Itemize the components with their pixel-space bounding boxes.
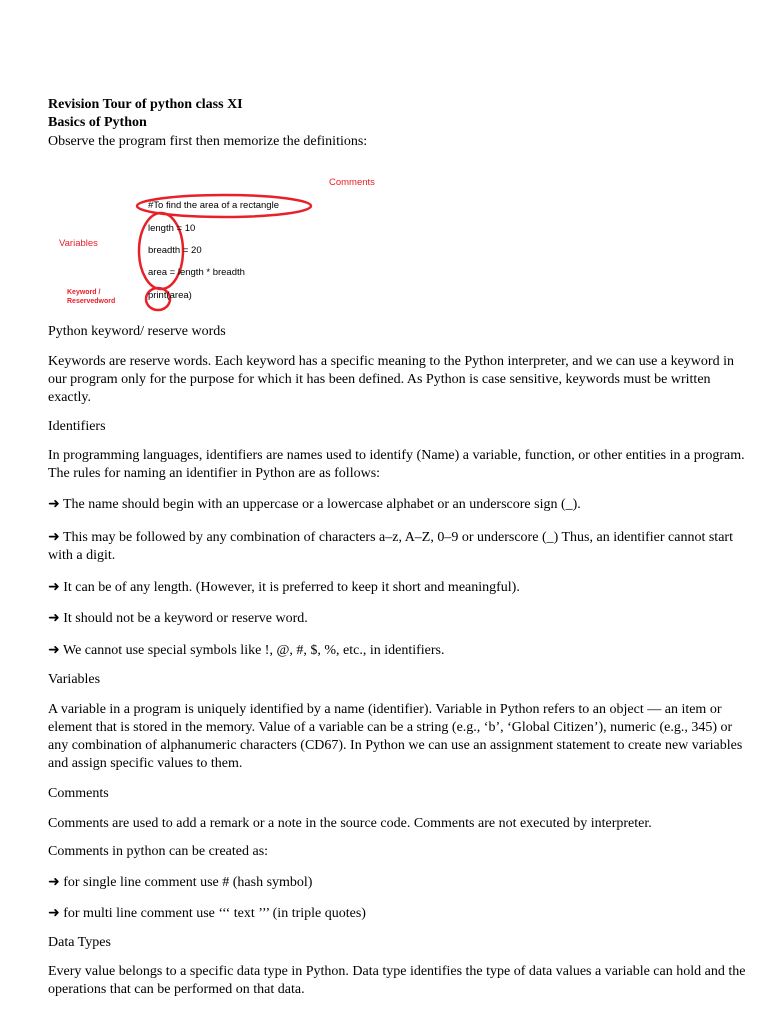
keyword-label-line1: Keyword / (67, 289, 101, 296)
identifiers-paragraph: In programming languages, identifiers are names used to identify (Name) a variable, function, or other entities in a program. The rules for naming an identifier in Python are as follows: (48, 448, 745, 481)
variables-paragraph: A variable in a program is uniquely identified by a name (identifier). Variable in Python refers to an object — an item or element that is stored in the memory. Value of a variable can be a string (e.g., ‘b’, ‘Global Citizen’), numeric (e.g., 345) or any combination of alphanumeric characters (CD67). In Python we can use an assignment statement to create new variables and assign specific values to them. (48, 702, 743, 771)
code-line-breadth: breadth = 20 (148, 245, 202, 256)
code-line-length: length = 10 (148, 223, 196, 234)
variables-label: Variables (59, 238, 98, 249)
comment-single-line: ➜ for single line comment use # (hash symbol) (48, 875, 313, 890)
comments-paragraph: Comments are used to add a remark or a note in the source code. Comments are not executed by interpreter. (48, 816, 652, 831)
annotation-ovals (50, 172, 410, 312)
identifier-rule-1: ➜ The name should begin with an uppercase or a lowercase alphabet or an underscore sign (_). (48, 497, 581, 512)
datatypes-paragraph: Every value belongs to a specific data type in Python. Data type identifies the type of data values a variable can hold and the operations that can be performed on that data. (48, 964, 746, 997)
comment-multi-line: ➜ for multi line comment use ‘‘‘ text ’’’ (in triple quotes) (48, 906, 366, 921)
datatypes-heading: Data Types (48, 935, 111, 950)
keywords-heading: Python keyword/ reserve words (48, 324, 226, 339)
code-line-comment: #To find the area of a rectangle (148, 200, 279, 211)
comments-heading: Comments (48, 786, 109, 801)
identifiers-heading: Identifiers (48, 419, 106, 434)
identifier-rule-2: ➜ This may be followed by any combination of characters a–z, A–Z, 0–9 or underscore (_) Thus, an identifier cannot start with a digit. (48, 530, 733, 563)
keywords-paragraph: Keywords are reserve words. Each keyword has a specific meaning to the Python interpreter, and we can use a keyword in our program only for the purpose for which it has been defined. As Python is case sensitive, keywords must be written exactly. (48, 354, 734, 405)
identifier-rule-5: ➜ We cannot use special symbols like !, @, #, $, %, etc., in identifiers. (48, 643, 445, 658)
annotated-code-figure (50, 172, 410, 312)
document-title: Revision Tour of python class XI (48, 97, 243, 112)
comments-label: Comments (329, 177, 375, 188)
code-line-area: area = length * breadth (148, 267, 245, 278)
comments-create-text: Comments in python can be created as: (48, 844, 269, 859)
intro-text: Observe the program first then memorize the definitions: (48, 134, 368, 149)
variables-heading: Variables (48, 672, 101, 687)
document-subtitle: Basics of Python (48, 115, 147, 130)
identifier-rule-3: ➜ It can be of any length. (However, it is preferred to keep it short and meaningful). (48, 580, 520, 595)
code-line-print: print(area) (148, 290, 192, 301)
keyword-label-line2: Reservedword (67, 298, 116, 305)
identifier-rule-4: ➜ It should not be a keyword or reserve word. (48, 611, 308, 626)
